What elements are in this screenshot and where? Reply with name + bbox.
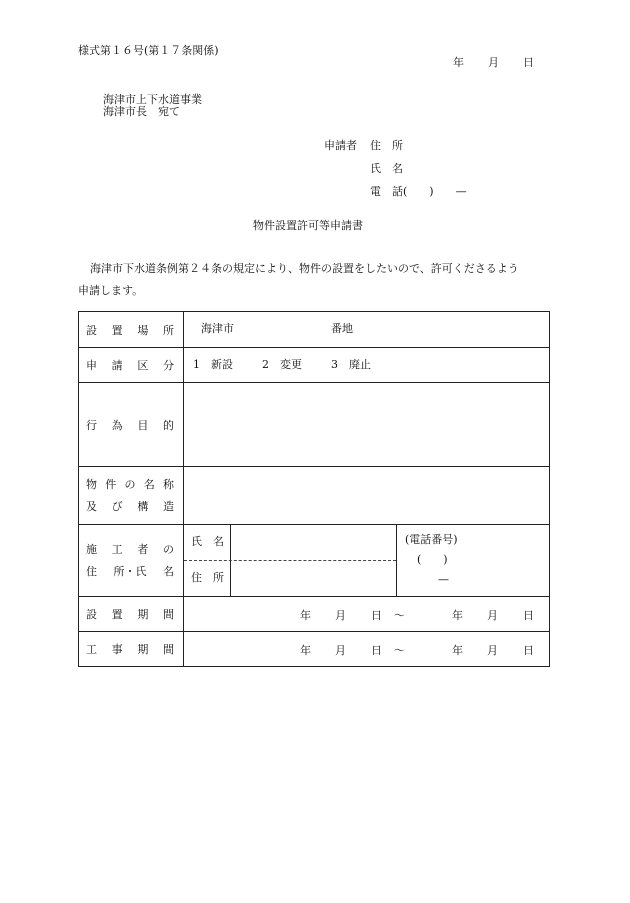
contractor-address-label: 住 所: [191, 571, 224, 584]
category-label-cell: [79, 348, 184, 383]
construction-period-label-cell: [79, 632, 184, 667]
contractor-field: [184, 525, 550, 597]
applicant-phone-label: 電 話( ) —: [370, 185, 467, 198]
construction-start-month: 月: [335, 644, 346, 657]
contractor-label-line2: 住 所・氏 名: [86, 564, 174, 578]
category-field[interactable]: [184, 348, 550, 383]
construction-start-year: 年: [300, 644, 311, 657]
category-option-change[interactable]: 2 変更: [262, 358, 302, 371]
applicant-name-label: 氏 名: [370, 162, 403, 175]
contractor-phone-label: (電話番号): [405, 533, 458, 546]
purpose-label: 行 為 目 的: [86, 418, 174, 432]
addressee-line1: 海津市上下水道事業: [103, 93, 202, 106]
date-day-label: 日: [523, 56, 534, 69]
location-label: 設 置 場 所: [86, 323, 174, 337]
installation-end-month: 月: [487, 609, 498, 622]
document-title: 物件設置許可等申請書: [253, 219, 363, 232]
object-field[interactable]: [184, 467, 550, 525]
purpose-label-cell: [79, 383, 184, 467]
construction-start-day: 日: [371, 644, 382, 657]
location-city: 海津市: [201, 322, 234, 335]
applicant-label: 申請者: [324, 139, 357, 152]
location-field[interactable]: [184, 312, 550, 348]
row-construction-period: [79, 632, 550, 667]
contractor-phone-paren[interactable]: ( ): [417, 553, 448, 566]
application-form-table: [78, 311, 550, 667]
installation-end-year: 年: [452, 609, 463, 622]
construction-period-tilde: ～: [394, 644, 405, 657]
contractor-label-line1: 施 工 者 の: [86, 542, 174, 556]
installation-period-label-cell: [79, 597, 184, 632]
location-lot: 番地: [331, 322, 353, 335]
installation-start-month: 月: [335, 609, 346, 622]
row-purpose: [79, 383, 550, 467]
addressee-line2: 海津市長 宛て: [103, 105, 180, 118]
contractor-address-input[interactable]: [231, 561, 396, 596]
contractor-name-input[interactable]: [231, 525, 396, 560]
object-label-line1: 物 件 の 名 称: [86, 477, 174, 491]
row-contractor: [79, 525, 550, 597]
applicant-address-label: 住 所: [370, 139, 403, 152]
row-category: [79, 348, 550, 383]
contractor-label-cell: [79, 525, 184, 597]
contractor-phone-dash: —: [438, 573, 449, 586]
date-year-label: 年: [453, 56, 464, 69]
body-text-line1: 海津市下水道条例第２４条の規定により、物件の設置をしたいので、許可くださるよう: [90, 262, 519, 275]
object-label-line2: 及 び 構 造: [86, 499, 174, 513]
construction-period-label: 工 事 期 間: [86, 643, 174, 656]
category-option-abolish[interactable]: 3 廃止: [331, 358, 371, 371]
row-object: [79, 467, 550, 525]
contractor-name-label: 氏 名: [191, 535, 224, 548]
construction-period-field[interactable]: [184, 632, 550, 667]
body-text-line2: 申請します。: [78, 284, 144, 297]
installation-start-day: 日: [371, 609, 382, 622]
row-installation-period: [79, 597, 550, 632]
installation-end-day: 日: [523, 609, 534, 622]
location-label-cell: [79, 312, 184, 348]
construction-end-day: 日: [523, 644, 534, 657]
date-month-label: 月: [488, 56, 499, 69]
installation-period-field[interactable]: [184, 597, 550, 632]
form-number: 様式第１６号(第１７条関係): [78, 44, 219, 57]
installation-period-tilde: ～: [394, 609, 405, 622]
row-location: [79, 312, 550, 348]
installation-period-label: 設 置 期 間: [86, 608, 174, 621]
purpose-field[interactable]: [184, 383, 550, 467]
construction-end-month: 月: [487, 644, 498, 657]
category-option-new[interactable]: 1 新設: [193, 358, 233, 371]
category-label: 申 請 区 分: [86, 359, 174, 372]
installation-start-year: 年: [300, 609, 311, 622]
object-label-cell: [79, 467, 184, 525]
construction-end-year: 年: [452, 644, 463, 657]
